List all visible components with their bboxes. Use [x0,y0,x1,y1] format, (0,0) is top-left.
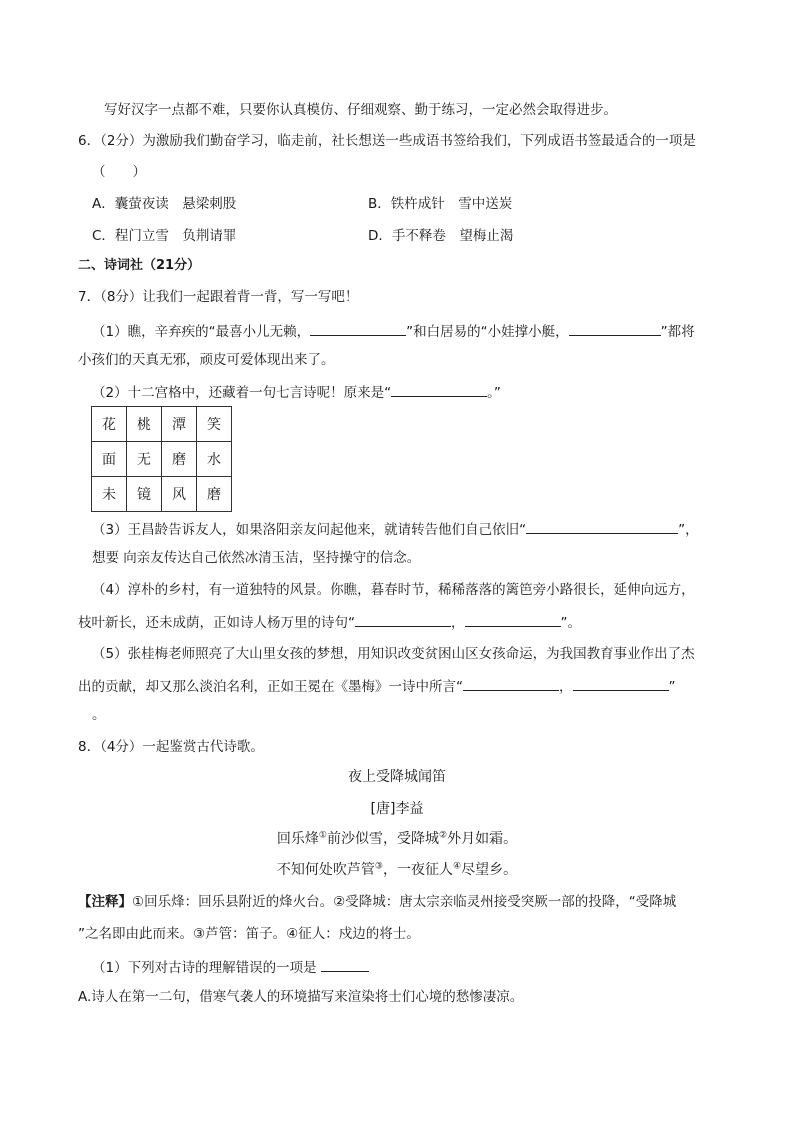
grid-cell: 未 [92,477,127,512]
q7-part5-line3: 。 [92,707,106,723]
q7-part3-text-a: （3）王昌龄告诉友人，如果洛阳亲友问起他来，就请转告他们自己依旧“ [92,522,527,538]
q7-part2-line [92,381,501,403]
grid-cell: 风 [162,477,197,512]
poem-line-2-text-c: 尽望乡。 [461,862,518,878]
notes-label: 【注释】 [78,894,132,910]
q7-part1-blank-1[interactable] [310,320,406,336]
q8-sub1-blank[interactable] [321,956,369,972]
q7-part5-blank-1[interactable] [463,675,559,691]
twelve-cell-grid [91,406,232,512]
q7-part5-line2 [78,675,676,697]
poem-line-1 [0,829,794,849]
q7-part3-text-b: ”， [678,522,699,538]
q6-answer-paren: （ ） [92,164,146,180]
note-marker-1: ① [318,830,327,841]
q7-part1-text-c: ”都将 [660,324,695,340]
poem-author: [唐]李益 [370,801,424,817]
poem-notes-line1 [78,892,676,912]
grid-cell: 潭 [162,407,197,442]
q6-option-d: D．手不释卷 望梅止渴 [368,228,514,244]
q7-part1-text-b: ”和白居易的“小娃撑小艇， [406,324,569,340]
grid-cell: 磨 [197,477,232,512]
poem-line-1-text-a: 回乐烽 [276,831,319,847]
poem-notes-line2: ”之名即由此而来。③芦管：笛子。④征人：戍边的将士。 [78,926,420,942]
grid-cell: 水 [197,442,232,477]
q7-part1-text-a: （1）瞧，辛弃疾的“最喜小儿无赖， [92,324,311,340]
grid-cell: 磨 [162,442,197,477]
grid-cell: 无 [127,442,162,477]
q7-part4-blank-2[interactable] [465,611,561,627]
notes-text-1: ①回乐烽：回乐县附近的烽火台。②受降城：唐太宗亲临灵州接受突厥一部的投降，“受降城 [132,894,677,910]
q7-part5-text-c: ， [559,679,573,695]
q8-stem: 8．（4分）一起鉴赏古代诗歌。 [78,739,264,755]
q6-option-b: B．铁杵成针 雪中送炭 [368,196,513,212]
q7-part1-line1 [92,320,695,342]
note-marker-2: ② [439,830,448,841]
q7-part4-line1: （4）淳朴的乡村，有一道独特的风景。你瞧，暮春时节，稀稀落落的篱笆旁小路很长，延伸向远方， [92,582,695,598]
poem-title: 夜上受降城闻笛 [348,769,446,785]
q7-part5-text-d: ” [668,679,676,695]
q7-part4-line2 [78,611,581,633]
q7-part4-text-b: 枝叶新长，还未成荫，正如诗人杨万里的诗句“ [78,615,355,631]
section-2-title: 二、诗词社（21分） [78,258,201,273]
poem-line-2-text-a: 不知何处吹芦管 [276,862,375,878]
grid-cell: 花 [92,407,127,442]
q7-part3-line1 [92,518,699,540]
grid-cell: 镜 [127,477,162,512]
grid-cell: 面 [92,442,127,477]
note-marker-3: ③ [374,861,383,872]
q7-part2-text-a: （2）十二宫格中，还藏着一句七言诗呢！原来是“ [92,385,392,401]
grid-cell: 笑 [197,407,232,442]
q7-part4-blank-1[interactable] [355,611,451,627]
q7-part1-blank-2[interactable] [569,320,661,336]
q8-sub1-option-a: A.诗人在第一二句，借寒气袭人的环境描写来渲染将士们心境的愁惨凄凉。 [78,989,524,1005]
poem-line-2-text-b: ，一夜征人 [383,862,453,878]
note-marker-4: ④ [453,861,462,872]
q7-part4-text-d: ”。 [560,615,581,631]
q7-stem: 7．（8分）让我们一起跟着背一背，写一写吧！ [78,289,359,305]
q6-option-c: C．程门立雪 负荆请罪 [92,228,237,244]
q8-sub1-line [92,956,369,978]
q7-part2-blank[interactable] [391,381,487,397]
q7-part3-line2: 想要 向亲友传达自己依然冰清玉洁，坚持操守的信念。 [92,550,421,566]
q6-stem: 6．（2分）为激励我们勤奋学习，临走前，社长想送一些成语书签给我们，下列成语书签最适合的一项是 [78,133,696,149]
q6-option-a: A．囊萤夜读 悬梁刺股 [92,196,237,212]
q8-sub1-text: （1）下列对古诗的理解错误的一项是 [92,960,317,976]
grid-cell: 桃 [127,407,162,442]
q7-part3-blank[interactable] [526,518,678,534]
q7-part5-text-b: 出的贡献，却又那么淡泊名利，正如王冕在《墨梅》一诗中所言“ [78,679,463,695]
poem-line-1-text-c: 外月如霜。 [447,831,518,847]
q5-tail-text: 写好汉字一点都不难，只要你认真模仿、仔细观察、勤于练习，一定必然会取得进步。 [104,102,617,118]
q7-part5-blank-2[interactable] [573,675,669,691]
poem-line-2 [0,860,794,880]
poem-line-1-text-b: 前沙似雪，受降城 [327,831,439,847]
q7-part4-text-c: ， [451,615,465,631]
q7-part5-line1: （5）张桂梅老师照亮了大山里女孩的梦想，用知识改变贫困山区女孩命运，为我国教育事业作出了杰 [92,646,695,662]
q7-part2-text-b: 。” [487,385,501,401]
q7-part1-line2: 小孩们的天真无邪，顽皮可爱体现出来了。 [78,352,335,368]
